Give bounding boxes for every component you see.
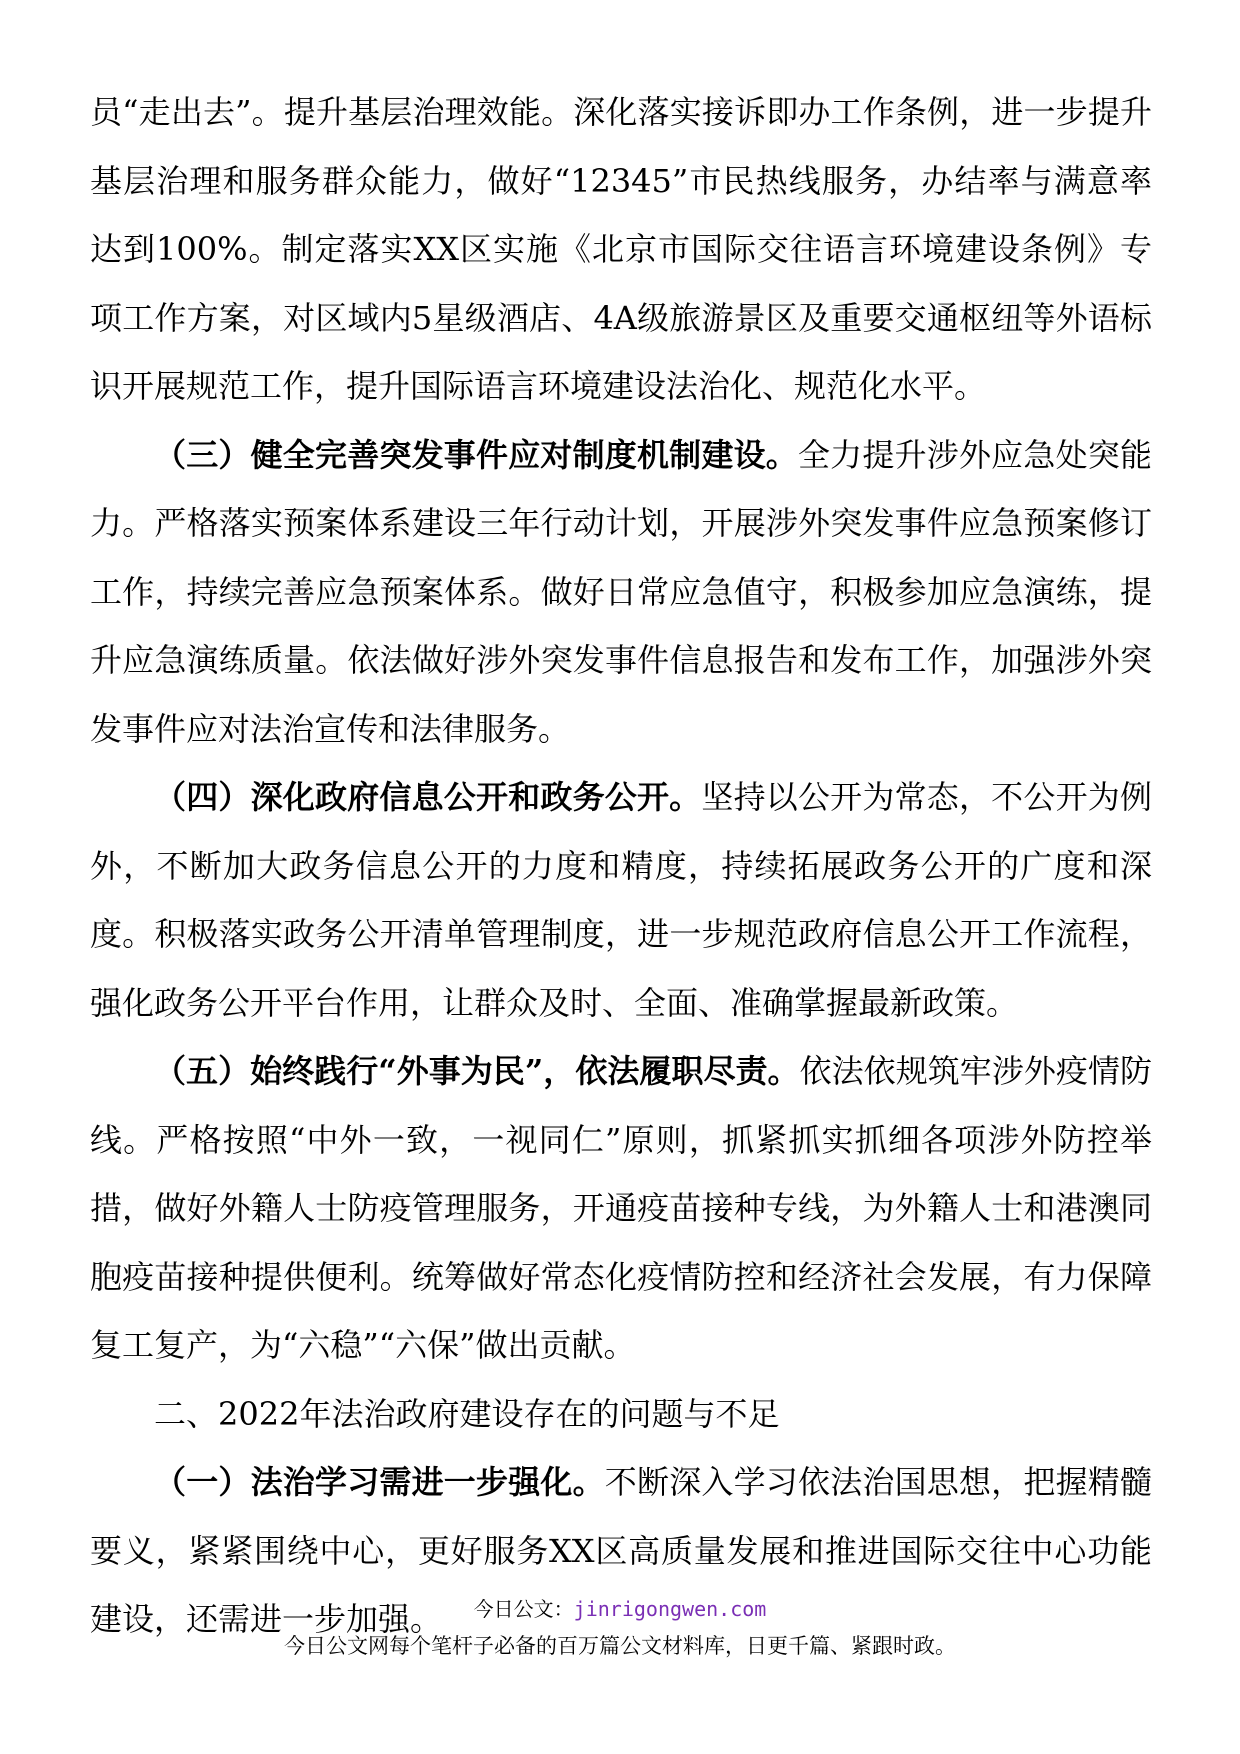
paragraph-text: 不断深入学习依法治国思想，把握精髓要义，紧紧围绕中心，更好服务XX区高质量发展和推进国际交往中心功能建设，还需进一步加强。 xyxy=(90,1463,1152,1638)
section-heading-problems xyxy=(90,1380,1152,1449)
paragraph-heading: （五）始终践行“外事为民”，依法履职尽责。 xyxy=(154,1052,800,1090)
paragraph-continuation xyxy=(90,78,1152,421)
document-body xyxy=(90,78,1152,1654)
paragraph-legal-study xyxy=(90,1448,1152,1654)
footer-slogan: 今日公文网每个笔杆子必备的百万篇公文材料库，日更千篇、紧跟时政。 xyxy=(284,1634,956,1658)
paragraph-text: 依法依规筑牢涉外疫情防线。严格按照“中外一致，一视同仁”原则，抓紧抓实抓细各项涉外防控举措，做好外籍人士防疫管理服务，开通疫苗接种专线，为外籍人士和港澳同胞疫苗接种提供便利。统筹做好常态化疫情防控和经济社会发展，有力保障复工复产，为“六稳”“六保”做出贡献。 xyxy=(90,1052,1152,1364)
paragraph-heading: （四）深化政府信息公开和政务公开。 xyxy=(154,778,702,816)
paragraph-heading: （三）健全完善突发事件应对制度机制建设。 xyxy=(154,435,798,474)
section-heading-text: 二、2022年法治政府建设存在的问题与不足 xyxy=(154,1394,780,1433)
paragraph-heading: （一）法治学习需进一步强化。 xyxy=(154,1463,605,1501)
footer-site-label: 今日公文： xyxy=(473,1597,574,1621)
paragraph-text: 全力提升涉外应急处突能力。严格落实预案体系建设三年行动计划，开展涉外突发事件应急预案修订工作，持续完善应急预案体系。做好日常应急值守，积极参加应急演练，提升应急演练质量。依法做好涉外突发事件信息报告和发布工作，加强涉外突发事件应对法治宣传和法律服务。 xyxy=(90,435,1152,748)
paragraph-emergency-response xyxy=(90,421,1152,764)
footer-site-line xyxy=(0,1593,1240,1622)
paragraph-text: 员“走出去”。提升基层治理效能。深化落实接诉即办工作条例，进一步提升基层治理和服务群众能力，做好“12345”市民热线服务，办结率与满意率达到100%。制定落实XX区实施《北京市国际交往语言环境建设条例》专项工作方案，对区域内5星级酒店、4A级旅游景区及重要交通枢纽等外语标识开展规范工作，提升国际语言环境建设法治化、规范化水平。 xyxy=(90,93,1152,405)
paragraph-text: 坚持以公开为常态，不公开为例外，不断加大政务信息公开的力度和精度，持续拓展政务公开的广度和深度。积极落实政务公开清单管理制度，进一步规范政府信息公开工作流程，强化政务公开平台作用，让群众及时、全面、准确掌握最新政策。 xyxy=(90,778,1152,1022)
footer-site-link[interactable]: jinrigongwen.com xyxy=(573,1597,767,1621)
paragraph-foreign-affairs xyxy=(90,1037,1152,1380)
paragraph-information-disclosure xyxy=(90,763,1152,1037)
